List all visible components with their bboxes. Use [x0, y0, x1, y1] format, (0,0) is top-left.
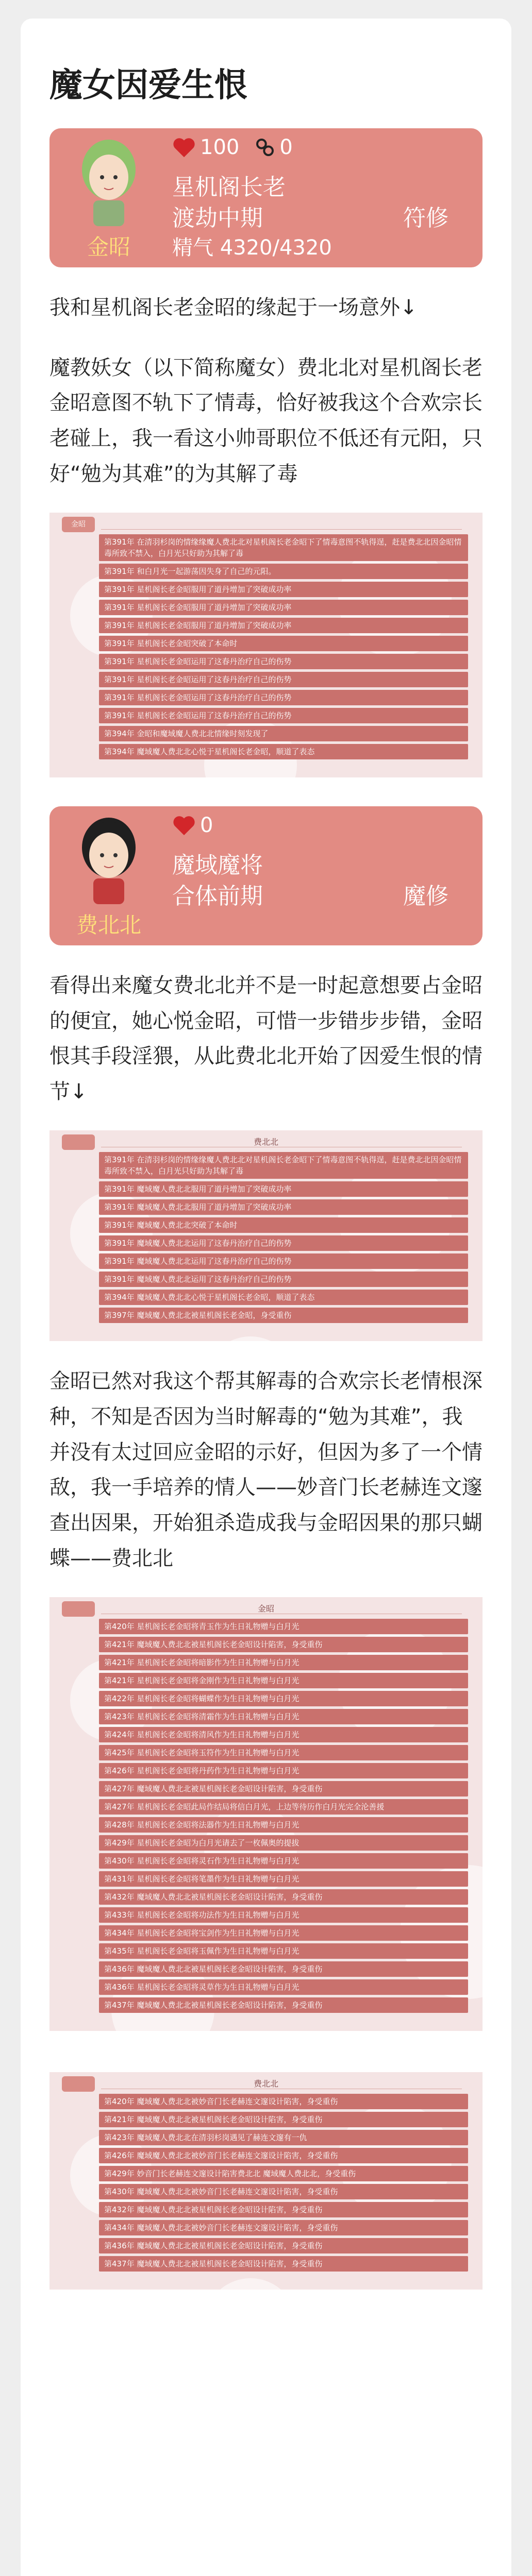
heart-icon: [172, 815, 196, 836]
link-icon: [255, 137, 275, 158]
story-paragraph: 我和星机阁长老金昭的缘起于一场意外↓: [49, 295, 418, 319]
log-entry: 第391年 星机阁长老金昭突破了本命时: [99, 636, 468, 651]
log-entry: 第391年 星机阁长老金昭运用了这春丹治疗自己的伤势: [99, 672, 468, 687]
log-entry: 第421年 星机阁长老金昭将暗影作为生日礼物赠与白月光: [99, 1655, 468, 1670]
log-entry: 第391年 在清羽杉岗的情缘缘魔人费北北对星机阁长老金昭下了情毒意图不轨得逞，赶是费北北因金昭情毒所致不禁入，白月光只好助为其解了毒: [99, 1152, 468, 1179]
log-entry: 第391年 魔域魔人费北北运用了这春丹治疗自己的伤势: [99, 1272, 468, 1287]
log-entry: 第391年 魔域魔人费北北运用了这春丹治疗自己的伤势: [99, 1253, 468, 1269]
event-log-screenshot: [49, 2072, 483, 2290]
heart-icon: [172, 137, 196, 158]
affection-stat: [172, 135, 239, 159]
event-log-screenshot: [49, 513, 483, 777]
log-entry: 第426年 星机阁长老金昭将丹药作为生日礼物赠与白月光: [99, 1763, 468, 1778]
log-entry: 第391年 魔域魔人费北北运用了这春丹治疗自己的伤势: [99, 1235, 468, 1251]
story-paragraph: 看得出来魔女费北北并不是一时起意想要占金昭的便宜，她心悦金昭，可惜一步错步步错，金昭恨其手段淫猥，从此费北北开始了因爱生恨的情节↓: [49, 973, 483, 1104]
log-entry: 第433年 星机阁长老金昭将功法作为生日礼物赠与白月光: [99, 1907, 468, 1923]
log-header-divider: [101, 529, 462, 530]
bond-value: 0: [279, 135, 293, 159]
log-entry: 第432年 魔域魔人费北北被星机阁长老金昭设计陷害，身受重伤: [99, 1889, 468, 1905]
log-entry: 第436年 魔域魔人费北北被星机阁长老金昭设计陷害，身受重伤: [99, 1961, 468, 1977]
affection-value: 100: [200, 135, 240, 159]
log-entry: 第391年 星机阁长老金昭运用了这春丹治疗自己的伤势: [99, 690, 468, 705]
character-stage: 渡劫中期: [172, 205, 263, 231]
log-entry: 第432年 魔域魔人费北北被星机阁长老金昭设计陷害，身受重伤: [99, 2202, 468, 2217]
log-header-name: 费北北: [253, 2078, 278, 2089]
character-stats: [172, 135, 293, 159]
log-entry: 第435年 星机阁长老金昭将玉佩作为生日礼物赠与白月光: [99, 1943, 468, 1959]
character-name: 金昭: [87, 234, 130, 260]
background-petal: [204, 2278, 297, 2290]
log-header-name: 金昭: [257, 1603, 274, 1614]
section-gap: [49, 777, 483, 806]
character-profile[interactable]: [49, 806, 483, 945]
log-entry: 第423年 星机阁长老金昭将清霜作为生日礼物赠与白月光: [99, 1709, 468, 1724]
event-log-screenshot: [49, 1597, 483, 2031]
log-entry: 第434年 魔域魔人费北北被妙音门长老赫连文邃设计陷害，身受重伤: [99, 2220, 468, 2235]
log-entry: 第391年 和白月光一起游荡因失身了自己的元阳。: [99, 564, 468, 579]
log-entry: 第394年 魔域魔人费北北心悦于星机阁长老金昭，顺道了表态: [99, 1290, 468, 1305]
log-entry: 第394年 魔域魔人费北北心悦于星机阁长老金昭，顺道了表态: [99, 744, 468, 759]
character-profile[interactable]: [49, 128, 483, 267]
log-entry: 第434年 星机阁长老金昭将宝剑作为生日礼物赠与白月光: [99, 1925, 468, 1941]
story-paragraph: 金昭已然对我这个帮其解毒的合欢宗长老情根深种，不知是否因为当时解毒的“勉为其难”，我并没有太过回应金昭的示好，但因为多了一个情敌，我一手培养的情人——妙音门长老赫连文邃查出因果，开始狙杀造成我与金昭因果的那只蝴蝶——费北北: [49, 1369, 483, 1570]
log-entry: 第421年 魔域魔人费北北被星机阁长老金昭设计陷害，身受重伤: [99, 2112, 468, 2127]
page-title: 魔女因爱生恨: [49, 66, 247, 105]
cultivation-type: 符修: [403, 205, 448, 231]
log-entry: 第430年 魔域魔人费北北被妙音门长老赫连文邃设计陷害，身受重伤: [99, 2184, 468, 2199]
affection-stat: [172, 814, 213, 837]
event-log-screenshot: [49, 1130, 483, 1341]
character-stage: 合体前期: [172, 883, 263, 909]
log-entry: 第424年 星机阁长老金昭将清风作为生日礼物赠与白月光: [99, 1727, 468, 1742]
log-entry: 第422年 星机阁长老金昭将蝴蝶作为生日礼物赠与白月光: [99, 1691, 468, 1706]
log-entry: 第420年 星机阁长老金昭将青玉作为生日礼物赠与白月光: [99, 1619, 468, 1634]
log-entry: 第428年 星机阁长老金昭将法器作为生日礼物赠与白月光: [99, 1817, 468, 1833]
article-card: [21, 19, 511, 2576]
log-entry: 第394年 金昭和魔域魔人费北北情缘时刻发现了: [99, 726, 468, 741]
log-entry: 第426年 魔域魔人费北北被妙音门长老赫连文邃设计陷害，身受重伤: [99, 2148, 468, 2163]
avatar-icon: [70, 133, 147, 226]
article-content: [49, 128, 483, 2290]
log-header-tag: 金昭: [62, 517, 95, 532]
cultivation-type: 魔修: [403, 883, 448, 909]
log-entry: 第437年 魔域魔人费北北被星机阁长老金昭设计陷害，身受重伤: [99, 1997, 468, 2013]
log-entry: 第436年 魔域魔人费北北被星机阁长老金昭设计陷害，身受重伤: [99, 2238, 468, 2253]
character-role: 星机阁长老: [172, 174, 286, 200]
log-entry: 第391年 星机阁长老金昭运用了这春丹治疗自己的伤势: [99, 654, 468, 669]
log-entry: 第391年 魔域魔人费北北服用了道丹增加了突破成功率: [99, 1181, 468, 1197]
log-entry: 第391年 星机阁长老金昭服用了道丹增加了突破成功率: [99, 582, 468, 597]
log-entry: 第429年 妙音门长老赫连文邃设计陷害费北北 魔域魔人费北北，身受重伤: [99, 2166, 468, 2181]
log-entry: 第430年 星机阁长老金昭将灵石作为生日礼物赠与白月光: [99, 1853, 468, 1869]
log-entry: 第391年 魔域魔人费北北服用了道丹增加了突破成功率: [99, 1199, 468, 1215]
log-entry: 第427年 魔域魔人费北北被星机阁长老金昭设计陷害，身受重伤: [99, 1781, 468, 1797]
character-role: 魔域魔将: [172, 852, 263, 878]
log-entry: 第431年 星机阁长老金昭将笔墨作为生日礼物赠与白月光: [99, 1871, 468, 1887]
log-entry: 第421年 魔域魔人费北北被星机阁长老金昭设计陷害，身受重伤: [99, 1637, 468, 1652]
character-essence: 精气 4320/4320: [172, 235, 332, 260]
section-gap: [49, 2031, 483, 2052]
log-entry: 第436年 星机阁长老金昭将灵草作为生日礼物赠与白月光: [99, 1979, 468, 1995]
log-entry: 第391年 星机阁长老金昭运用了这春丹治疗自己的伤势: [99, 708, 468, 723]
log-header-name: 费北北: [253, 1137, 278, 1147]
avatar-icon: [70, 811, 147, 904]
log-entry: 第391年 在清羽杉岗的情缘缘魔人费北北对星机阁长老金昭下了情毒意图不轨得逞，赶是费北北因金昭情毒所致不禁入，白月光只好助为其解了毒: [99, 534, 468, 561]
bond-stat: [255, 135, 292, 159]
log-entry: 第391年 星机阁长老金昭服用了道丹增加了突破成功率: [99, 600, 468, 615]
log-entry: 第437年 魔域魔人费北北被星机阁长老金昭设计陷害，身受重伤: [99, 2256, 468, 2272]
log-entry: 第429年 星机阁长老金昭为白月光请去了一枚佩奥的提拔: [99, 1835, 468, 1851]
story-paragraph: 魔教妖女（以下简称魔女）费北北对星机阁长老金昭意图不轨下了情毒，恰好被我这个合欢宗长老碰上，我一看这小帅哥职位不低还有元阳，只好“勉为其难”的为其解了毒: [49, 355, 483, 486]
log-entry: 第421年 星机阁长老金昭将金刚作为生日礼物赠与白月光: [99, 1673, 468, 1688]
log-entry: 第391年 魔域魔人费北北突破了本命时: [99, 1217, 468, 1233]
background-petal: [204, 1336, 297, 1341]
log-entry: 第425年 星机阁长老金昭将玉符作为生日礼物赠与白月光: [99, 1745, 468, 1760]
log-entry: 第397年 魔域魔人费北北被星机阁长老金昭，身受重伤: [99, 1308, 468, 1323]
character-name: 费北北: [76, 912, 141, 938]
log-entry: 第420年 魔域魔人费北北被妙音门长老赫连文邃设计陷害，身受重伤: [99, 2094, 468, 2109]
affection-value: 0: [200, 813, 213, 837]
log-entry: 第427年 星机阁长老金昭此局作结局将信白月光，上边等待历作白月光完全沦善援: [99, 1799, 468, 1815]
character-stats: [172, 814, 213, 837]
log-entry: 第391年 星机阁长老金昭服用了道丹增加了突破成功率: [99, 618, 468, 633]
log-entry: 第423年 魔域魔人费北北在清羽杉岗遇见了赫连文邃有一仇: [99, 2130, 468, 2145]
